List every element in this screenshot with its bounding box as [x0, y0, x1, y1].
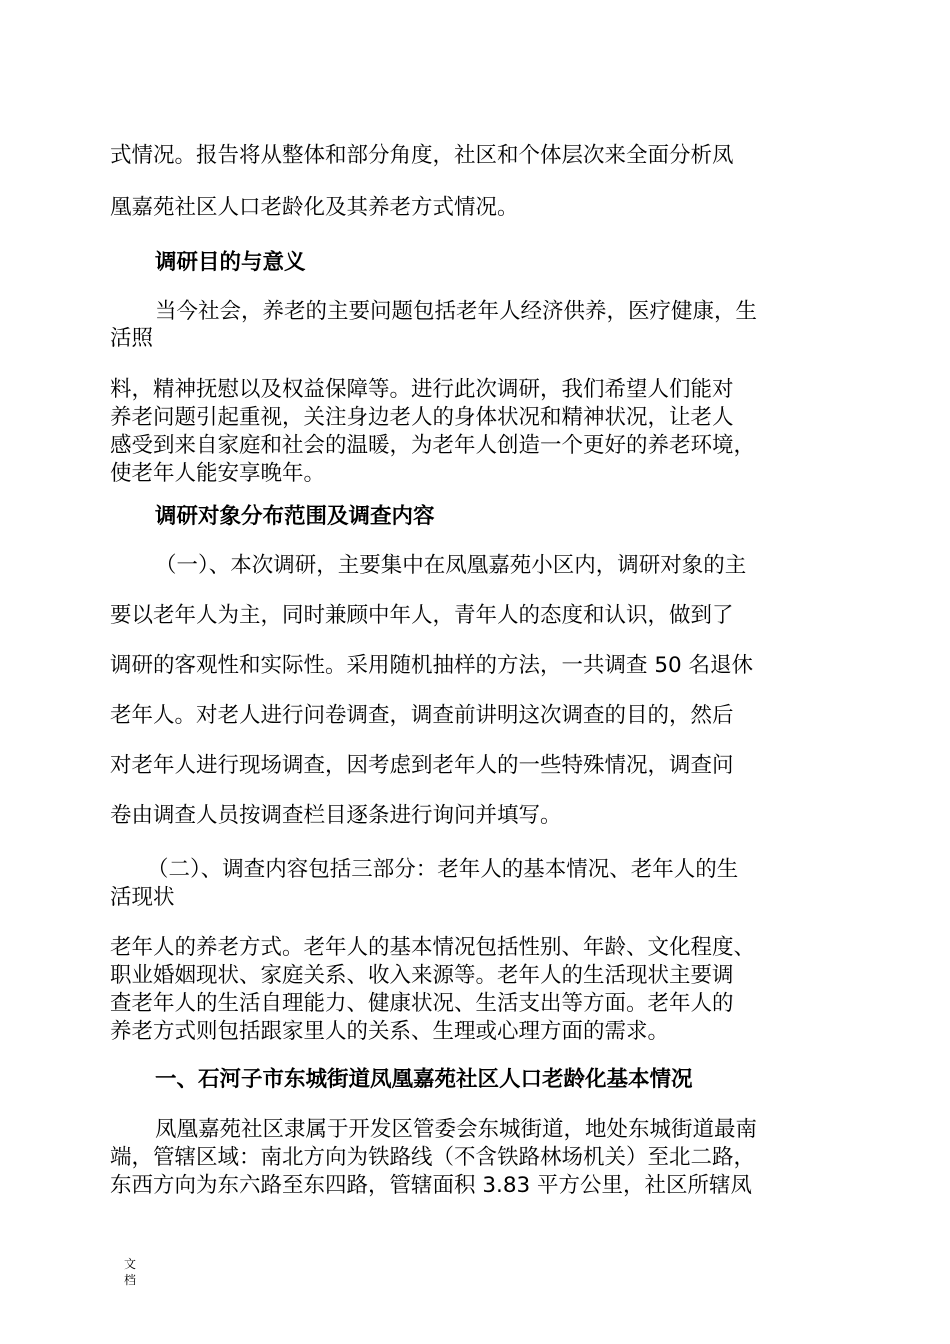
paragraph-line: 老年人。对老人进行问卷调查，调查前讲明这次调查的目的，然后 [110, 703, 734, 728]
paragraph-line: 要以老年人为主，同时兼顾中年人，青年人的态度和认识，做到了 [110, 603, 734, 628]
paragraph-line: 养老方式则包括跟家里人的关系、生理或心理方面的需求。 [110, 1019, 670, 1044]
paragraph-line: 料，精神抚慰以及权益保障等。进行此次调研，我们希望人们能对 [110, 377, 734, 402]
paragraph-line: 职业婚姻现状、家庭关系、收入来源等。老年人的生活现状主要调 [110, 963, 734, 988]
paragraph-line: 当今社会，养老的主要问题包括老年人经济供养，医疗健康，生 [155, 299, 758, 324]
paragraph-line: 查老年人的生活自理能力、健康状况、生活支出等方面。老年人的 [110, 991, 734, 1016]
paragraph-line: 养老问题引起重视，关注身边老人的身体状况和精神状况，让老人 [110, 405, 734, 430]
footer-label: 文档 [124, 1257, 137, 1287]
paragraph-line: 感受到来自家庭和社会的温暖，为老年人创造一个更好的养老环境， [110, 433, 756, 458]
paragraph-line: 使老年人能安享晚年。 [110, 461, 326, 486]
paragraph-line: 老年人的养老方式。老年人的基本情况包括性别、年龄、文化程度、 [110, 935, 756, 960]
paragraph-line: 调研的客观性和实际性。采用随机抽样的方法，一共调查 50 名退休 [110, 653, 754, 678]
paragraph-line: 活照 [110, 326, 154, 351]
paragraph-line: （一）、本次调研，主要集中在凤凰嘉苑小区内，调研对象的主 [155, 553, 747, 578]
section-heading: 调研对象分布范围及调查内容 [155, 504, 435, 529]
paragraph-line: 凤凰嘉苑社区隶属于开发区管委会东城街道，地处东城街道最南 [155, 1117, 758, 1142]
paragraph-line: 活现状 [110, 885, 175, 910]
section-heading: 调研目的与意义 [155, 250, 306, 275]
paragraph-line: 东西方向为东六路至东四路，管辖面积 3.83 平方公里，社区所辖凤 [110, 1173, 753, 1198]
section-heading: 一、石河子市东城街道凤凰嘉苑社区人口老龄化基本情况 [155, 1067, 693, 1092]
paragraph-line: 卷由调查人员按调查栏目逐条进行询问并填写。 [110, 803, 562, 828]
paragraph-line: （二）、调查内容包括三部分：老年人的基本情况、老年人的生 [147, 857, 739, 882]
paragraph-line: 式情况。报告将从整体和部分角度，社区和个体层次来全面分析凤 [110, 143, 734, 168]
paragraph-line: 凰嘉苑社区人口老龄化及其养老方式情况。 [110, 195, 519, 220]
paragraph-line: 对老年人进行现场调查，因考虑到老年人的一些特殊情况，调查问 [110, 753, 734, 778]
paragraph-line: 端，管辖区域：南北方向为铁路线（不含铁路林场机关）至北二路， [110, 1145, 756, 1170]
